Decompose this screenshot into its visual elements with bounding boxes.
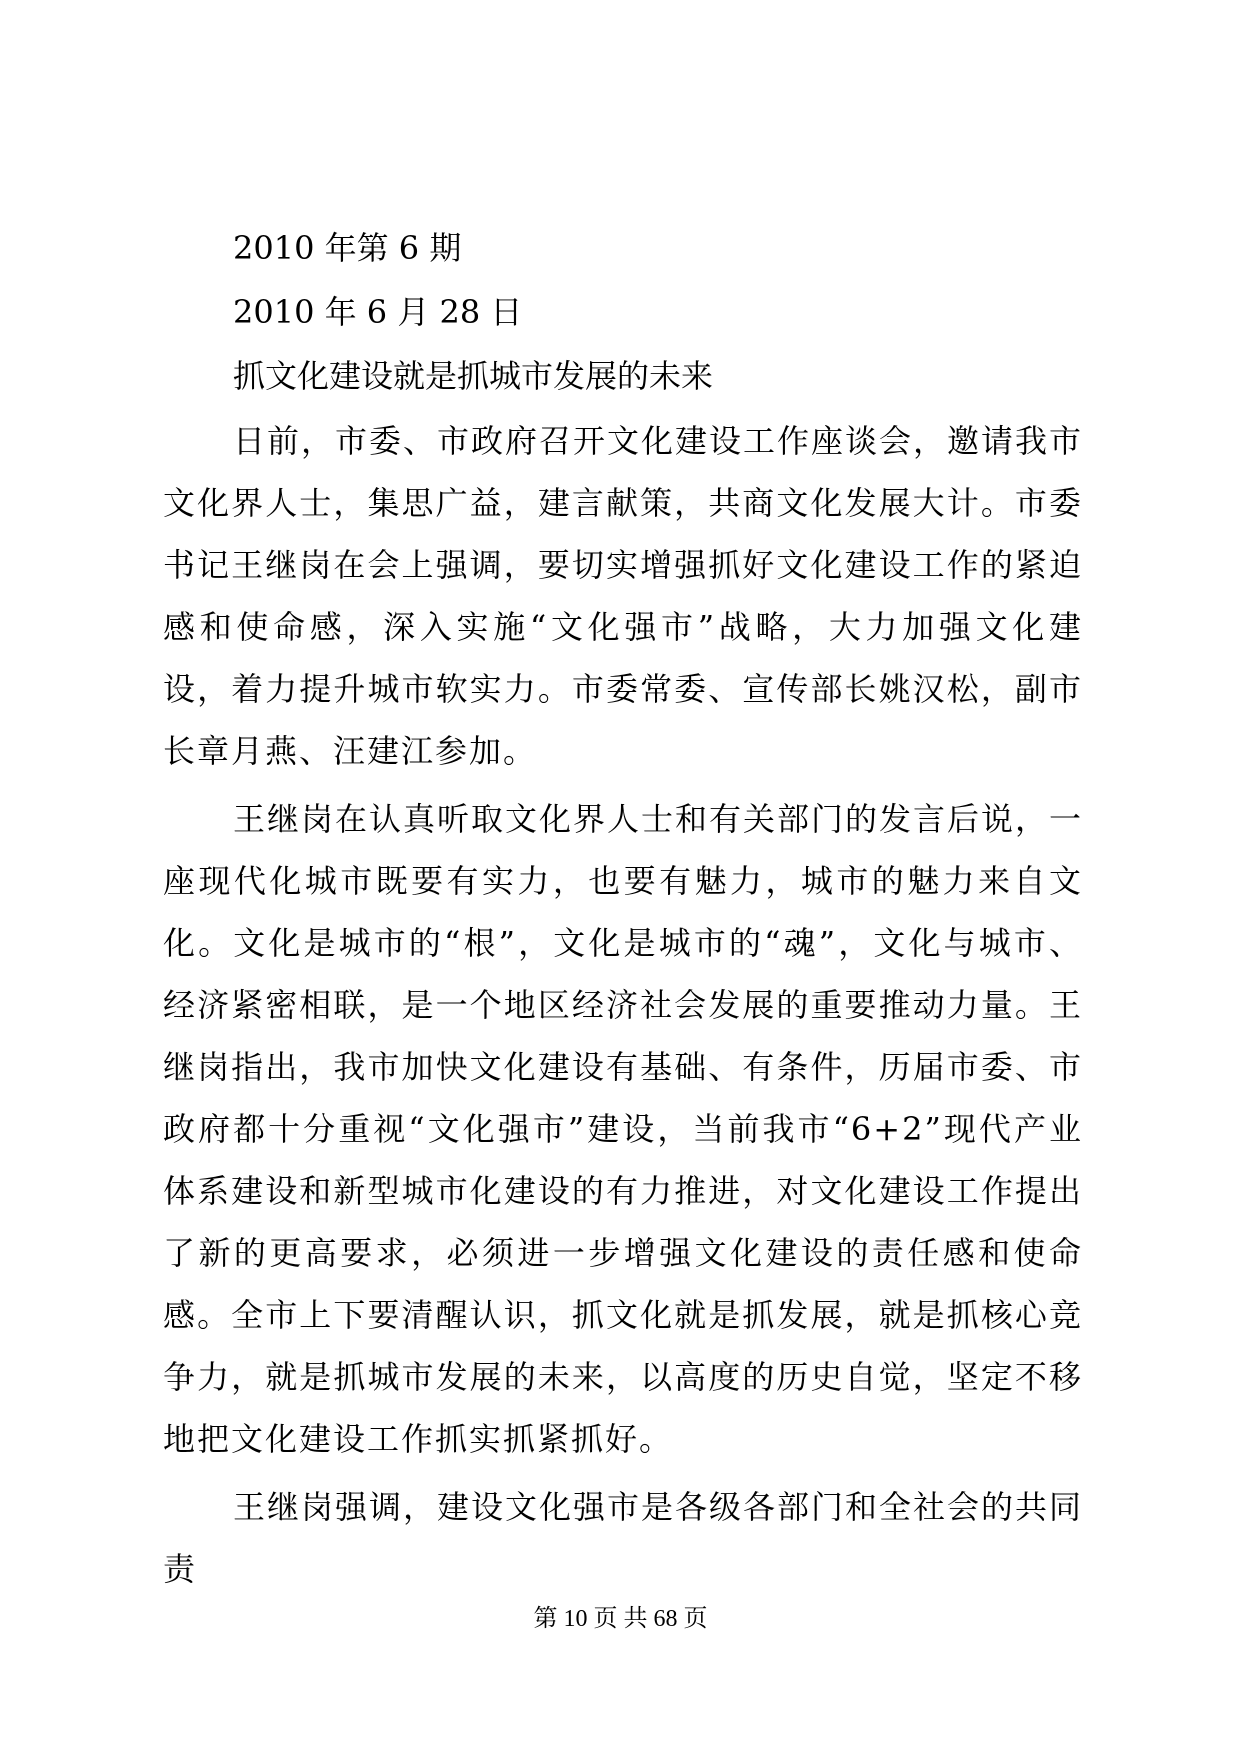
paragraph: 王继岗在认真听取文化界人士和有关部门的发言后说，一座现代化城市既要有实力，也要有魅力，城市的魅力来自文化。文化是城市的“根”，文化是城市的“魂”，文化与城市、经济紧密相联，是一个地区经济社会发展的重要推动力量。王继岗指出，我市加快文化建设有基础、有条件，历届市委、市政府都十分重视“文化强市”建设，当前我市“6+2”现代产业体系建设和新型城市化建设的有力推进，对文化建设工作提出了新的更高要求，必须进一步增强文化建设的责任感和使命感。全市上下要清醒认识，抓文化就是抓发展，就是抓核心竞争力，就是抓城市发展的未来，以高度的历史自觉，坚定不移地把文化建设工作抓实抓紧抓好。 [163,800,1084,1458]
paragraph: 日前，市委、市政府召开文化建设工作座谈会，邀请我市文化界人士，集思广益，建言献策，共商文化发展大计。市委书记王继岗在会上强调，要切实增强抓好文化建设工作的紧迫感和使命感，深入实施“文化强市”战略，大力加强文化建设，着力提升城市软实力。市委常委、宣传部长姚汉松，副市长章月燕、汪建江参加。 [163,422,1084,770]
issue-line: 2010 年第 6 期 [233,229,462,267]
article-title: 抓文化建设就是抓城市发展的未来 [233,357,714,395]
date-line: 2010 年 6 月 28 日 [233,293,523,331]
page-footer: 第 10 页 共 68 页 [533,1606,708,1632]
document-body [163,228,1083,1604]
paragraph: 王继岗强调，建设文化强市是各级各部门和全社会的共同责 [163,1488,1084,1588]
